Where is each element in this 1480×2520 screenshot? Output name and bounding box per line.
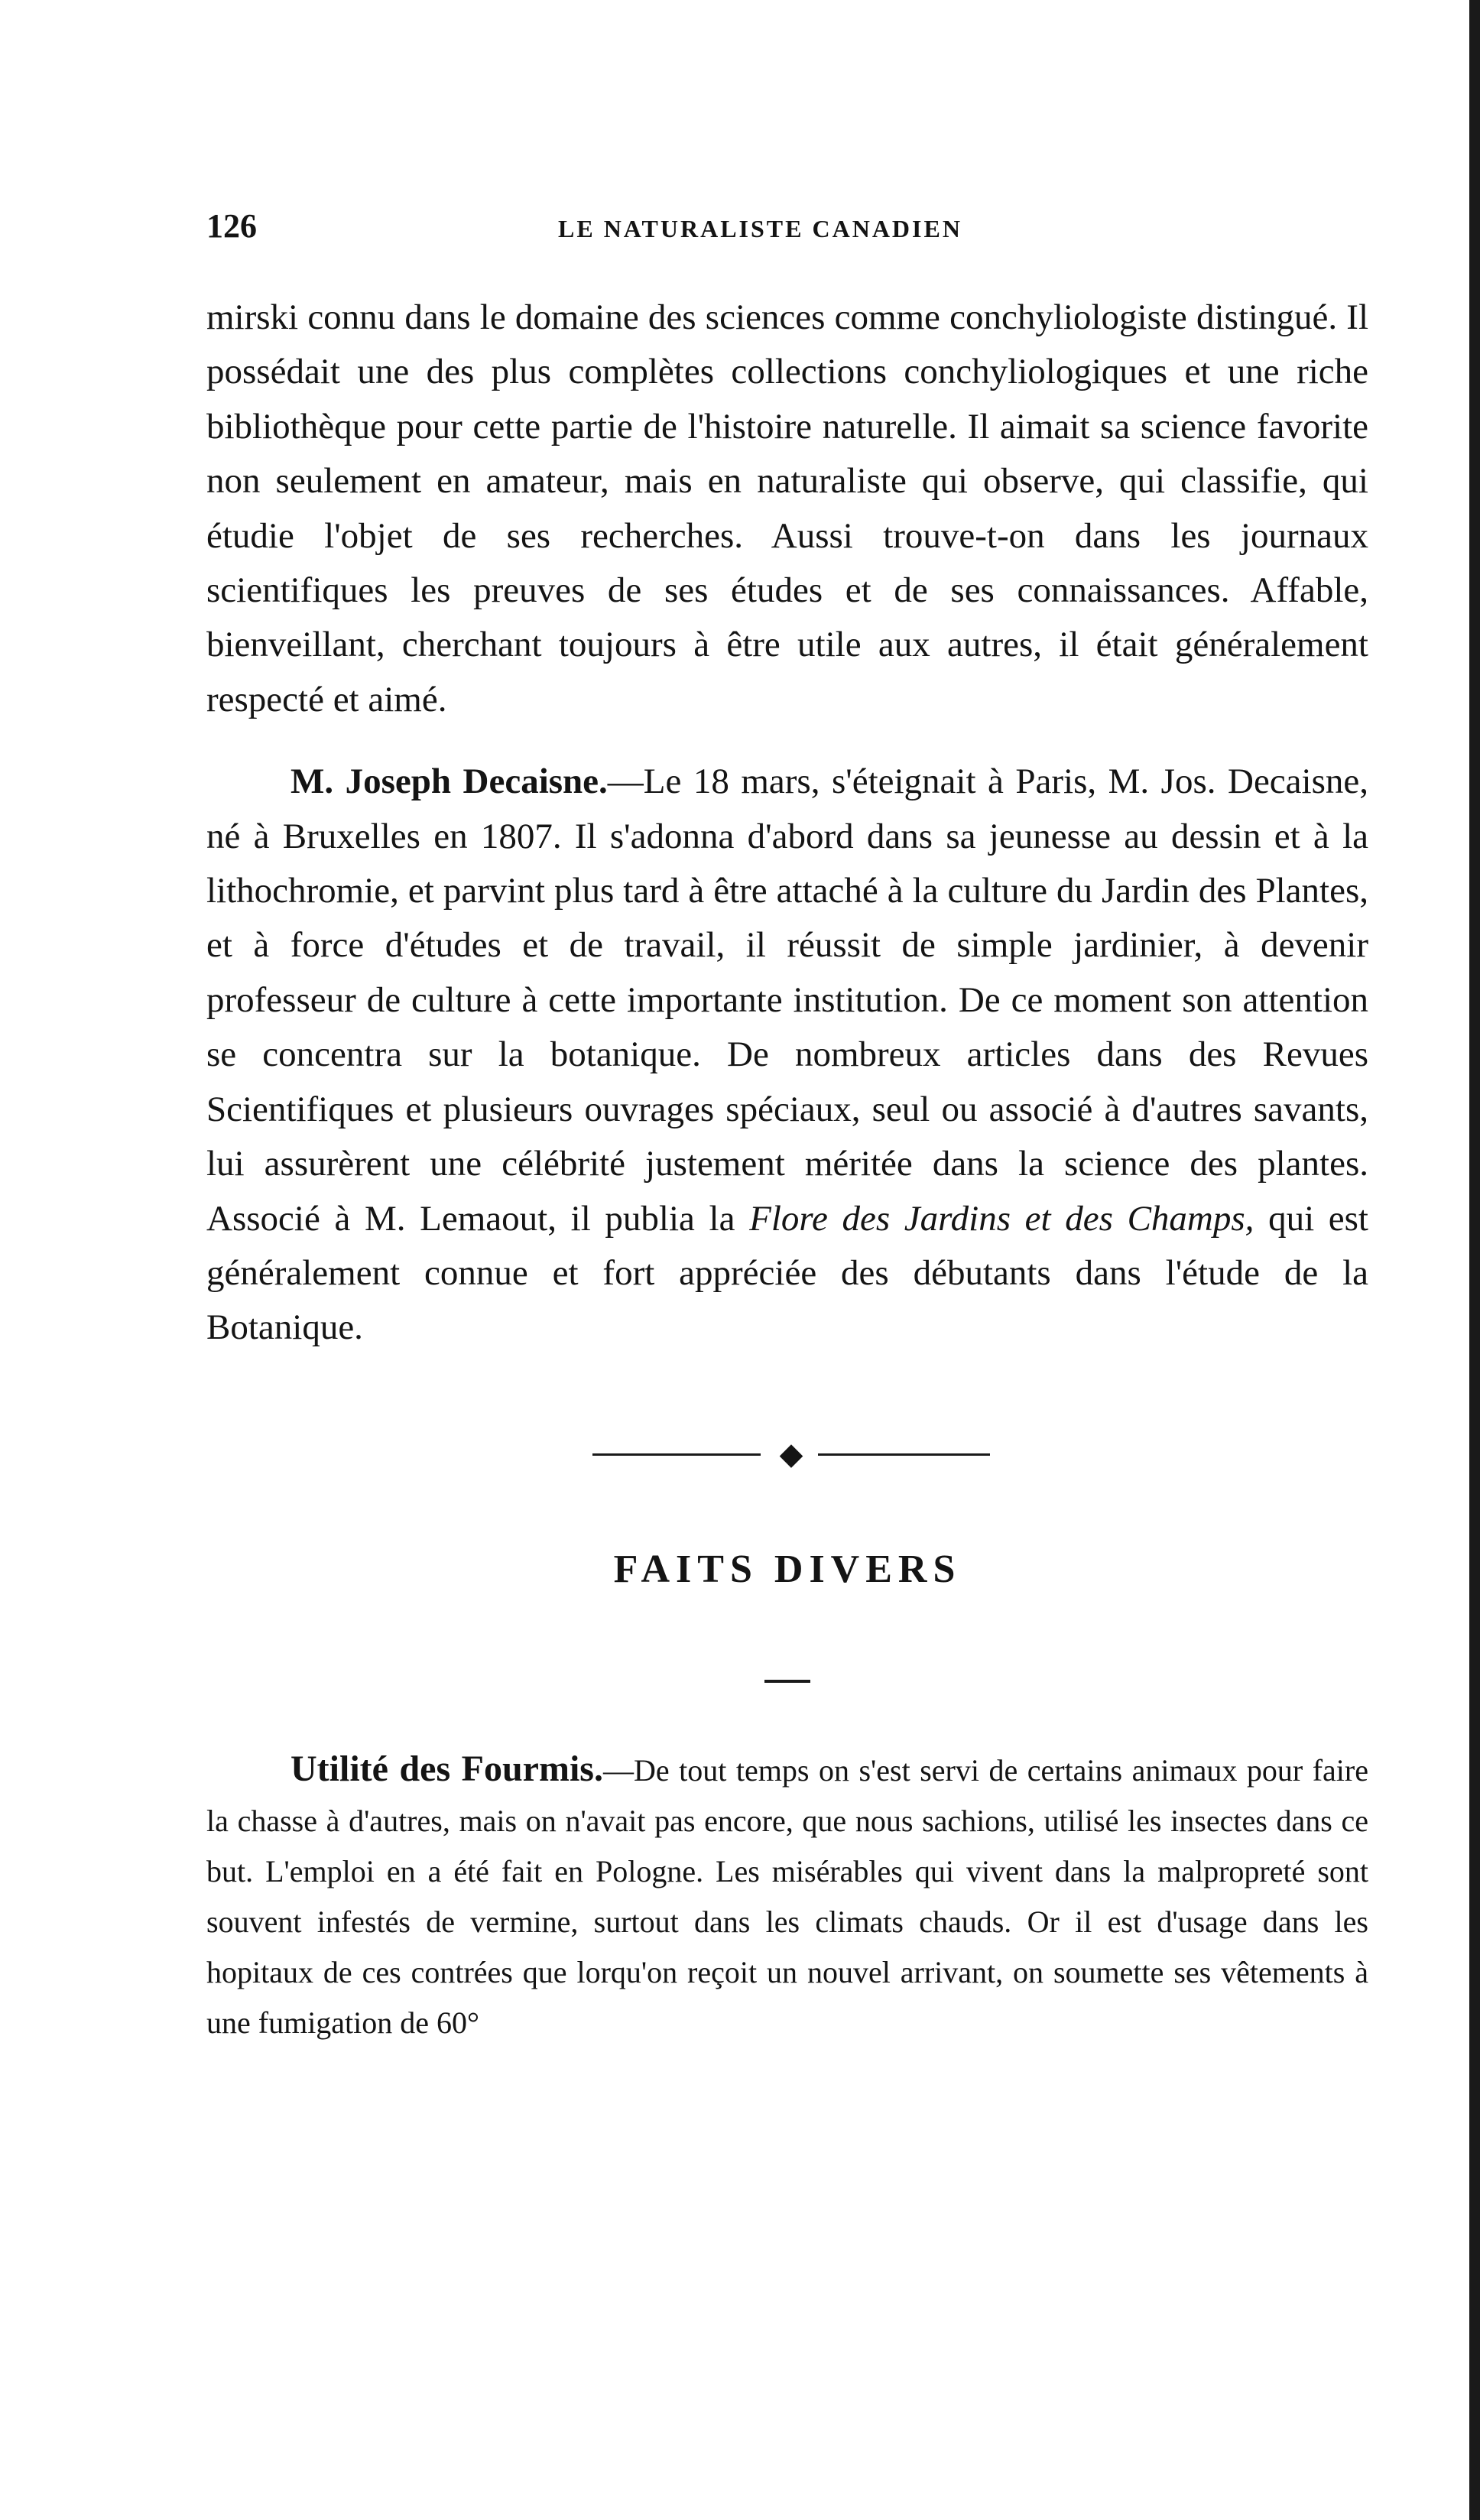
section-heading: FAITS DIVERS (613, 1547, 962, 1591)
running-head (206, 206, 1368, 252)
journal-title: LE NATURALISTE CANADIEN (558, 215, 962, 242)
short-rule (764, 1680, 810, 1683)
paragraph-decaisne (206, 755, 1368, 1355)
paragraph-text-end: qui est généralement connue et fort appréciée des débutants dans l'étude de la Botanique. (206, 1198, 1368, 1348)
paragraph-lead-heading: M. Joseph Decaisne. (290, 762, 608, 802)
page-number: 126 (206, 207, 257, 245)
paragraph-text: —Le 18 mars, s'éteignait à Paris, M. Jos. Decaisne, né à Bruxelles en 1807. Il s'adonna d'abord dans sa jeunesse au dessin et à la lithochromie, et parvint plus tard à être attaché à la culture du Jardin des Plantes, et à force d'études et de travail, il réussit de simple jardinier, à devenir professeur de culture à cette importante institution. De ce moment son attention se concentra sur la botanique. De nombreux articles dans des Revues Scientifiques et plusieurs ouvrages spéciaux, seul ou associé à d'autres savants, lui assurèrent une célébrité justement méritée dans la science des plantes. Associé à M. Lemaout, il publia la (206, 762, 1368, 1239)
diamond-ornament-icon: ◆ (779, 1436, 803, 1472)
divider-line-right (818, 1453, 990, 1456)
page-edge-shadow (1469, 0, 1480, 2520)
book-title-italic: Flore des Jardins et des Champs, (749, 1198, 1254, 1239)
paragraph-fourmis (206, 1744, 1368, 2048)
paragraph-lead-heading: Utilité des Fourmis. (290, 1748, 603, 1789)
paragraph-text: —De tout temps on s'est servi de certains animaux pour faire la chasse à d'autres, mais on n'avait pas encore, que nous sachions, utilisé les insectes dans ce but. L'emploi en a été fait en Pologne. Les misérables qui vivent dans la malpropreté sont souvent infestés de vermine, surtout dans les climats chauds. Or il est d'usage dans les hopitaux de ces contrées que lorqu'on reçoit un nouvel arrivant, on soumette ses vêtements à une fumigation de 60° (206, 1752, 1368, 2040)
ornamental-divider (206, 1424, 1368, 1486)
paragraph-conchyliologist (206, 291, 1368, 727)
divider-line-left (592, 1453, 761, 1456)
paragraph-text: mirski connu dans le domaine des sciences comme conchyliologiste distingué. Il possédait une des plus complètes collections conchyliologiques et une riche bibliothèque pour cette partie de l'histoire naturelle. Il aimait sa science favorite non seulement en amateur, mais en naturaliste qui observe, qui classifie, qui étudie l'objet de ses recherches. Aussi trouve-t-on dans les journaux scientifiques les preuves de ses études et de ses connaissances. Affable, bienveillant, cherchant toujours à être utile aux autres, il était généralement respecté et aimé. (206, 297, 1368, 719)
book-page (206, 206, 1368, 2048)
